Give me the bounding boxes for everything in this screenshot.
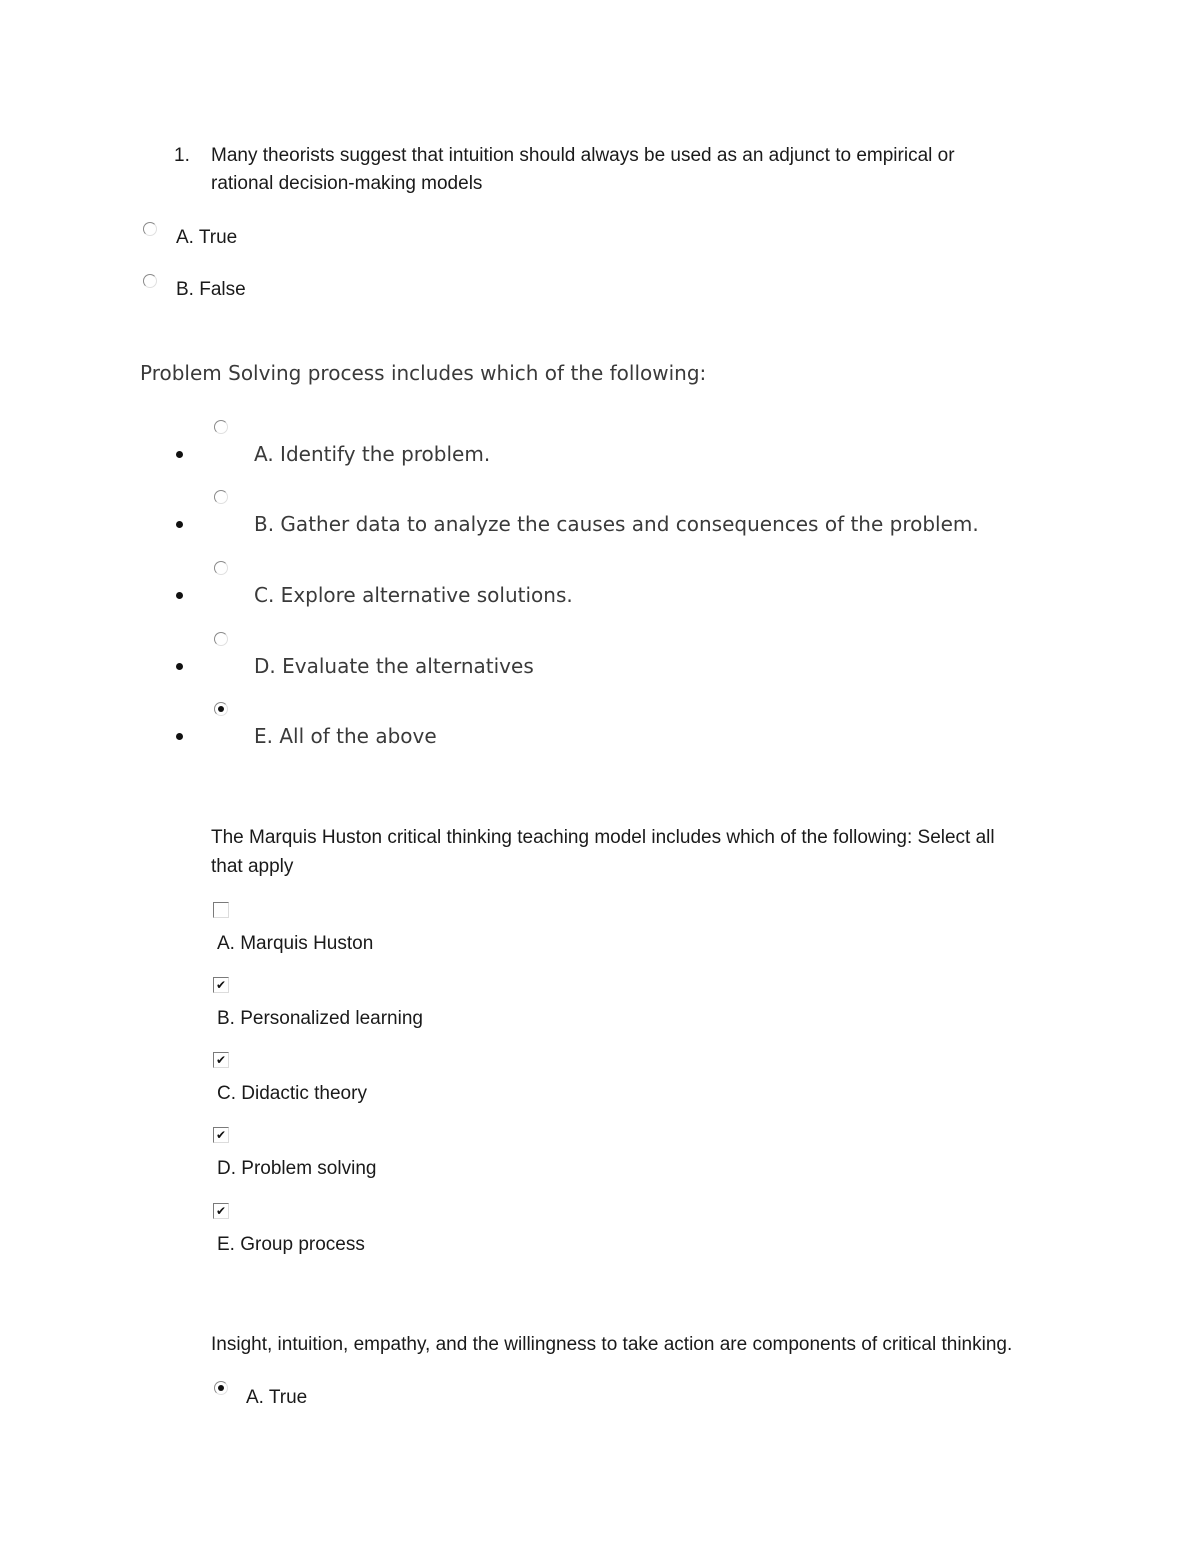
bullet-icon xyxy=(176,592,183,599)
q3-checkbox-c[interactable] xyxy=(213,1052,229,1068)
q3-option-b-label: B. Personalized learning xyxy=(217,1008,423,1029)
q3-option-a-label: A. Marquis Huston xyxy=(217,933,374,954)
q2-radio-d[interactable] xyxy=(214,632,228,646)
q3-option-e-label: E. Group process xyxy=(217,1234,365,1255)
q1-radio-a[interactable] xyxy=(143,222,157,236)
q2-question: Problem Solving process includes which of the following: xyxy=(140,361,707,385)
q1-question-line2: rational decision-making models xyxy=(211,173,483,194)
q2-option-e-label: E. All of the above xyxy=(254,724,437,748)
q1-radio-b[interactable] xyxy=(143,274,157,288)
q3-checkbox-e[interactable] xyxy=(213,1203,229,1219)
checkmark-icon: ✔ xyxy=(215,978,227,992)
checkmark-icon: ✔ xyxy=(215,1128,227,1142)
q4-question: Insight, intuition, empathy, and the willingness to take action are components of critical thinking. xyxy=(211,1334,1013,1355)
q1-number: 1. xyxy=(174,145,190,166)
q3-question-line1: The Marquis Huston critical thinking teaching model includes which of the following: Select all xyxy=(211,827,995,848)
bullet-icon xyxy=(176,663,183,670)
checkmark-icon: ✔ xyxy=(215,1053,227,1067)
q2-radio-e[interactable] xyxy=(214,702,228,716)
q2-option-d-label: D. Evaluate the alternatives xyxy=(254,654,534,678)
q3-option-d-label: D. Problem solving xyxy=(217,1158,377,1179)
q3-question-line2: that apply xyxy=(211,856,294,877)
q2-option-c-label: C. Explore alternative solutions. xyxy=(254,583,573,607)
q2-radio-c[interactable] xyxy=(214,561,228,575)
q2-option-b-label: B. Gather data to analyze the causes and consequences of the problem. xyxy=(254,512,979,536)
q3-checkbox-b[interactable] xyxy=(213,977,229,993)
q3-checkbox-d[interactable] xyxy=(213,1127,229,1143)
q1-option-b-label: B. False xyxy=(176,279,246,300)
checkmark-icon: ✔ xyxy=(215,1204,227,1218)
q3-checkbox-a[interactable] xyxy=(213,902,229,918)
q2-radio-a[interactable] xyxy=(214,420,228,434)
q3-option-c-label: C. Didactic theory xyxy=(217,1083,367,1104)
q4-option-a-label: A. True xyxy=(246,1387,308,1408)
q2-radio-b[interactable] xyxy=(214,490,228,504)
bullet-icon xyxy=(176,451,183,458)
bullet-icon xyxy=(176,733,183,740)
q2-option-a-label: A. Identify the problem. xyxy=(254,442,491,466)
q1-question-line1: Many theorists suggest that intuition should always be used as an adjunct to empirical or xyxy=(211,145,955,166)
bullet-icon xyxy=(176,521,183,528)
q4-radio-a[interactable] xyxy=(214,1381,228,1395)
q1-option-a-label: A. True xyxy=(176,227,238,248)
